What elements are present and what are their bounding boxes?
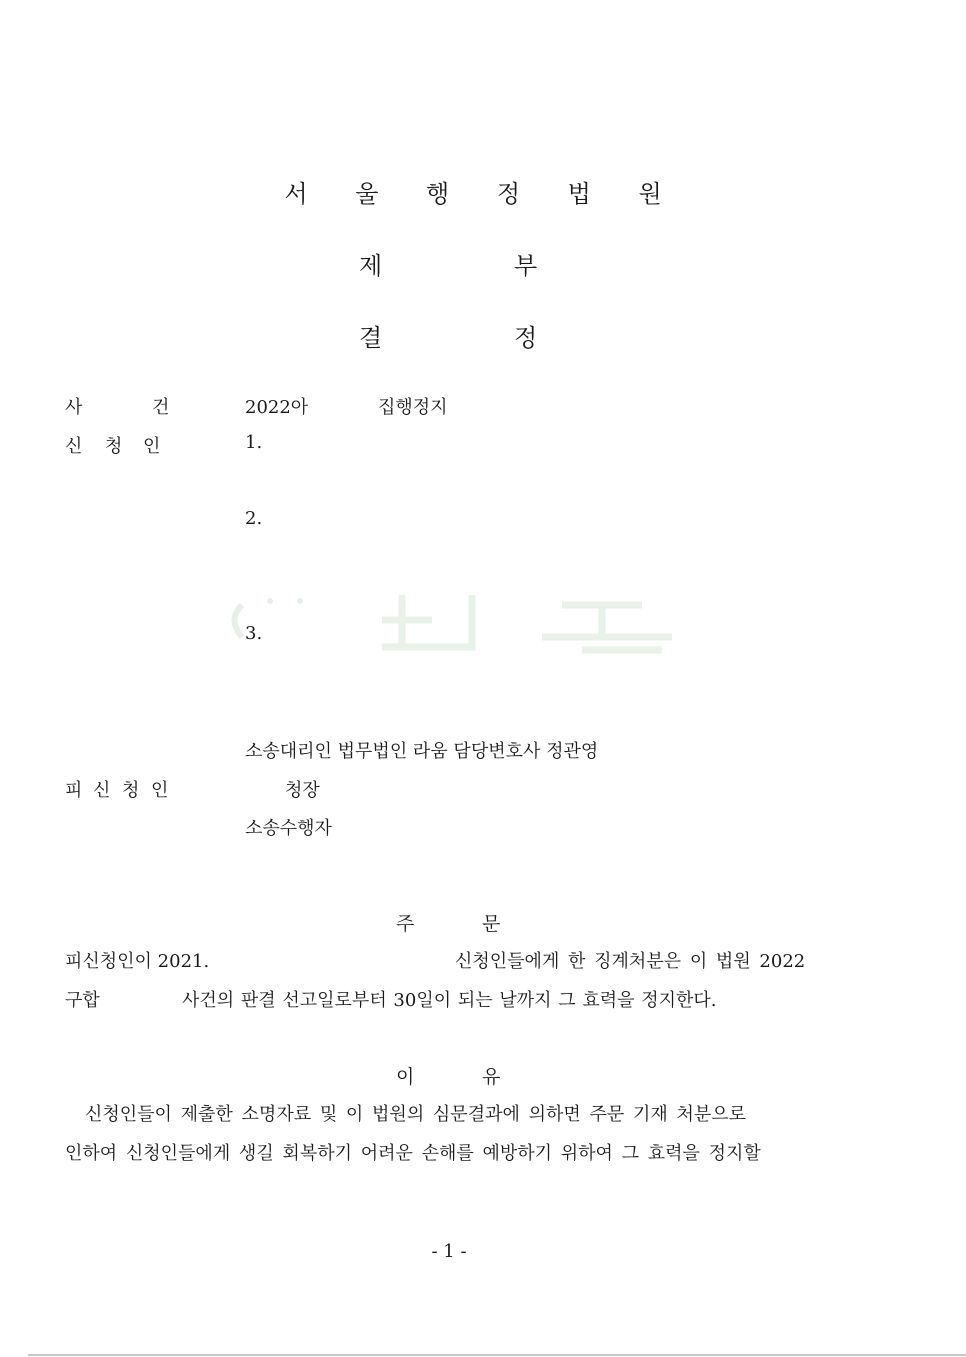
reason-heading-right: 유 — [482, 1066, 501, 1088]
reason-heading-left: 이 — [396, 1066, 415, 1088]
case-label-2: 건 — [152, 397, 170, 418]
respondent-label-4: 인 — [151, 780, 169, 801]
case-label-1: 사 — [65, 397, 83, 418]
case-name: 집행정지 — [378, 397, 448, 418]
litigator-line: 소송수행자 — [245, 818, 332, 839]
respondent-label-3: 청 — [122, 780, 140, 801]
applicant-1: 1. — [245, 432, 263, 453]
case-number: 2022아 — [245, 397, 309, 418]
applicant-label-3: 인 — [143, 436, 161, 457]
reason-line1: 신청인들이 제출한 소명자료 및 이 법원의 심문결과에 의하면 주문 기재 처분으로 — [85, 1104, 747, 1125]
watermark-shape — [222, 575, 682, 665]
order-line1-start: 피신청인이 2021. — [65, 951, 210, 972]
respondent-label-2: 신 — [93, 780, 111, 801]
applicant-3: 3. — [245, 623, 263, 644]
page-number: - 1 - — [431, 1241, 467, 1262]
applicant-label-2: 청 — [105, 436, 123, 457]
applicant-2: 2. — [245, 508, 263, 529]
department-suffix: 부 — [514, 252, 538, 280]
decision-title-left: 결 — [359, 324, 383, 352]
decision-title-right: 정 — [514, 324, 538, 352]
order-line2-start: 구합 — [65, 990, 100, 1011]
court-name: 서 울 행 정 법 원 — [284, 180, 682, 208]
order-heading-right: 문 — [482, 913, 501, 935]
order-line2-end: 사건의 판결 선고일로부터 30일이 되는 날까지 그 효력을 정지한다. — [182, 990, 717, 1011]
respondent-name: 청장 — [285, 780, 320, 801]
reason-line2: 인하여 신청인들에게 생길 회복하기 어려운 손해를 예방하기 위하여 그 효력을 정지할 — [65, 1143, 761, 1164]
department-prefix: 제 — [359, 252, 383, 280]
order-line1-end: 신청인들에게 한 징계처분은 이 법원 2022 — [455, 951, 806, 972]
applicant-label-1: 신 — [65, 436, 83, 457]
counsel-line: 소송대리인 법무법인 라움 담당변호사 정관영 — [245, 741, 599, 762]
watermark-logo — [222, 575, 682, 665]
respondent-label-1: 피 — [65, 780, 83, 801]
order-heading-left: 주 — [396, 913, 415, 935]
page-bottom-divider — [28, 1354, 966, 1356]
